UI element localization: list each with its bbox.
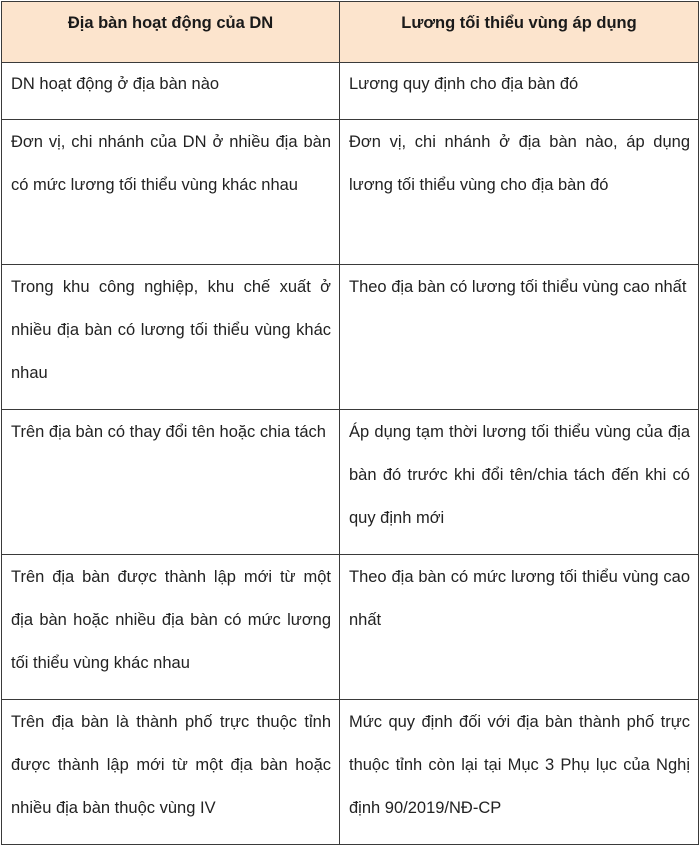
- cell-wage-text: Theo địa bàn có lương tối thiểu vùng cao nhất: [349, 278, 687, 296]
- cell-wage-text: Mức quy định đối với địa bàn thành phố trực thuộc tỉnh còn lại tại Mục 3 Phụ lục của Nghị định 90/2019/NĐ-CP: [349, 713, 690, 817]
- cell-area: [2, 63, 340, 120]
- cell-wage: [340, 700, 699, 845]
- table-row: [2, 63, 699, 120]
- table-body: [2, 63, 699, 845]
- cell-area-text: Đơn vị, chi nhánh của DN ở nhiều địa bàn có mức lương tối thiểu vùng khác nhau: [11, 133, 331, 194]
- cell-wage: [340, 265, 699, 410]
- cell-area-text: Trên địa bàn được thành lập mới từ một địa bàn hoặc nhiều địa bàn có mức lương tối thiểu vùng khác nhau: [11, 568, 331, 672]
- cell-wage-text: Áp dụng tạm thời lương tối thiểu vùng của địa bàn đó trước khi đổi tên/chia tách đến khi có quy định mới: [349, 423, 690, 527]
- cell-wage-text: Theo địa bàn có mức lương tối thiểu vùng cao nhất: [349, 568, 690, 629]
- header-row: [2, 2, 699, 63]
- cell-wage-text: Lương quy định cho địa bàn đó: [349, 75, 579, 93]
- cell-area-text: DN hoạt động ở địa bàn nào: [11, 75, 220, 93]
- cell-area: [2, 265, 340, 410]
- table-row: [2, 265, 699, 410]
- cell-wage: [340, 120, 699, 265]
- minimum-wage-table: [1, 1, 699, 845]
- cell-area: [2, 120, 340, 265]
- table-row: [2, 410, 699, 555]
- cell-wage-text: Đơn vị, chi nhánh ở địa bàn nào, áp dụng lương tối thiểu vùng cho địa bàn đó: [349, 133, 690, 194]
- cell-area: [2, 555, 340, 700]
- header-area: Địa bàn hoạt động của DN: [2, 2, 340, 63]
- header-wage: Lương tối thiểu vùng áp dụng: [340, 2, 699, 63]
- table-row: [2, 120, 699, 265]
- cell-wage: [340, 410, 699, 555]
- cell-area-text: Trong khu công nghiệp, khu chế xuất ở nhiều địa bàn có lương tối thiểu vùng khác nhau: [11, 278, 331, 382]
- table-row: [2, 555, 699, 700]
- cell-area-text: Trên địa bàn có thay đổi tên hoặc chia tách: [11, 423, 326, 441]
- table-header: [2, 2, 699, 63]
- cell-area: [2, 410, 340, 555]
- cell-area-text: Trên địa bàn là thành phố trực thuộc tỉnh được thành lập mới từ một địa bàn hoặc nhiều địa bàn thuộc vùng IV: [11, 713, 331, 817]
- cell-wage: [340, 555, 699, 700]
- cell-area: [2, 700, 340, 845]
- cell-wage: [340, 63, 699, 120]
- table-row: [2, 700, 699, 845]
